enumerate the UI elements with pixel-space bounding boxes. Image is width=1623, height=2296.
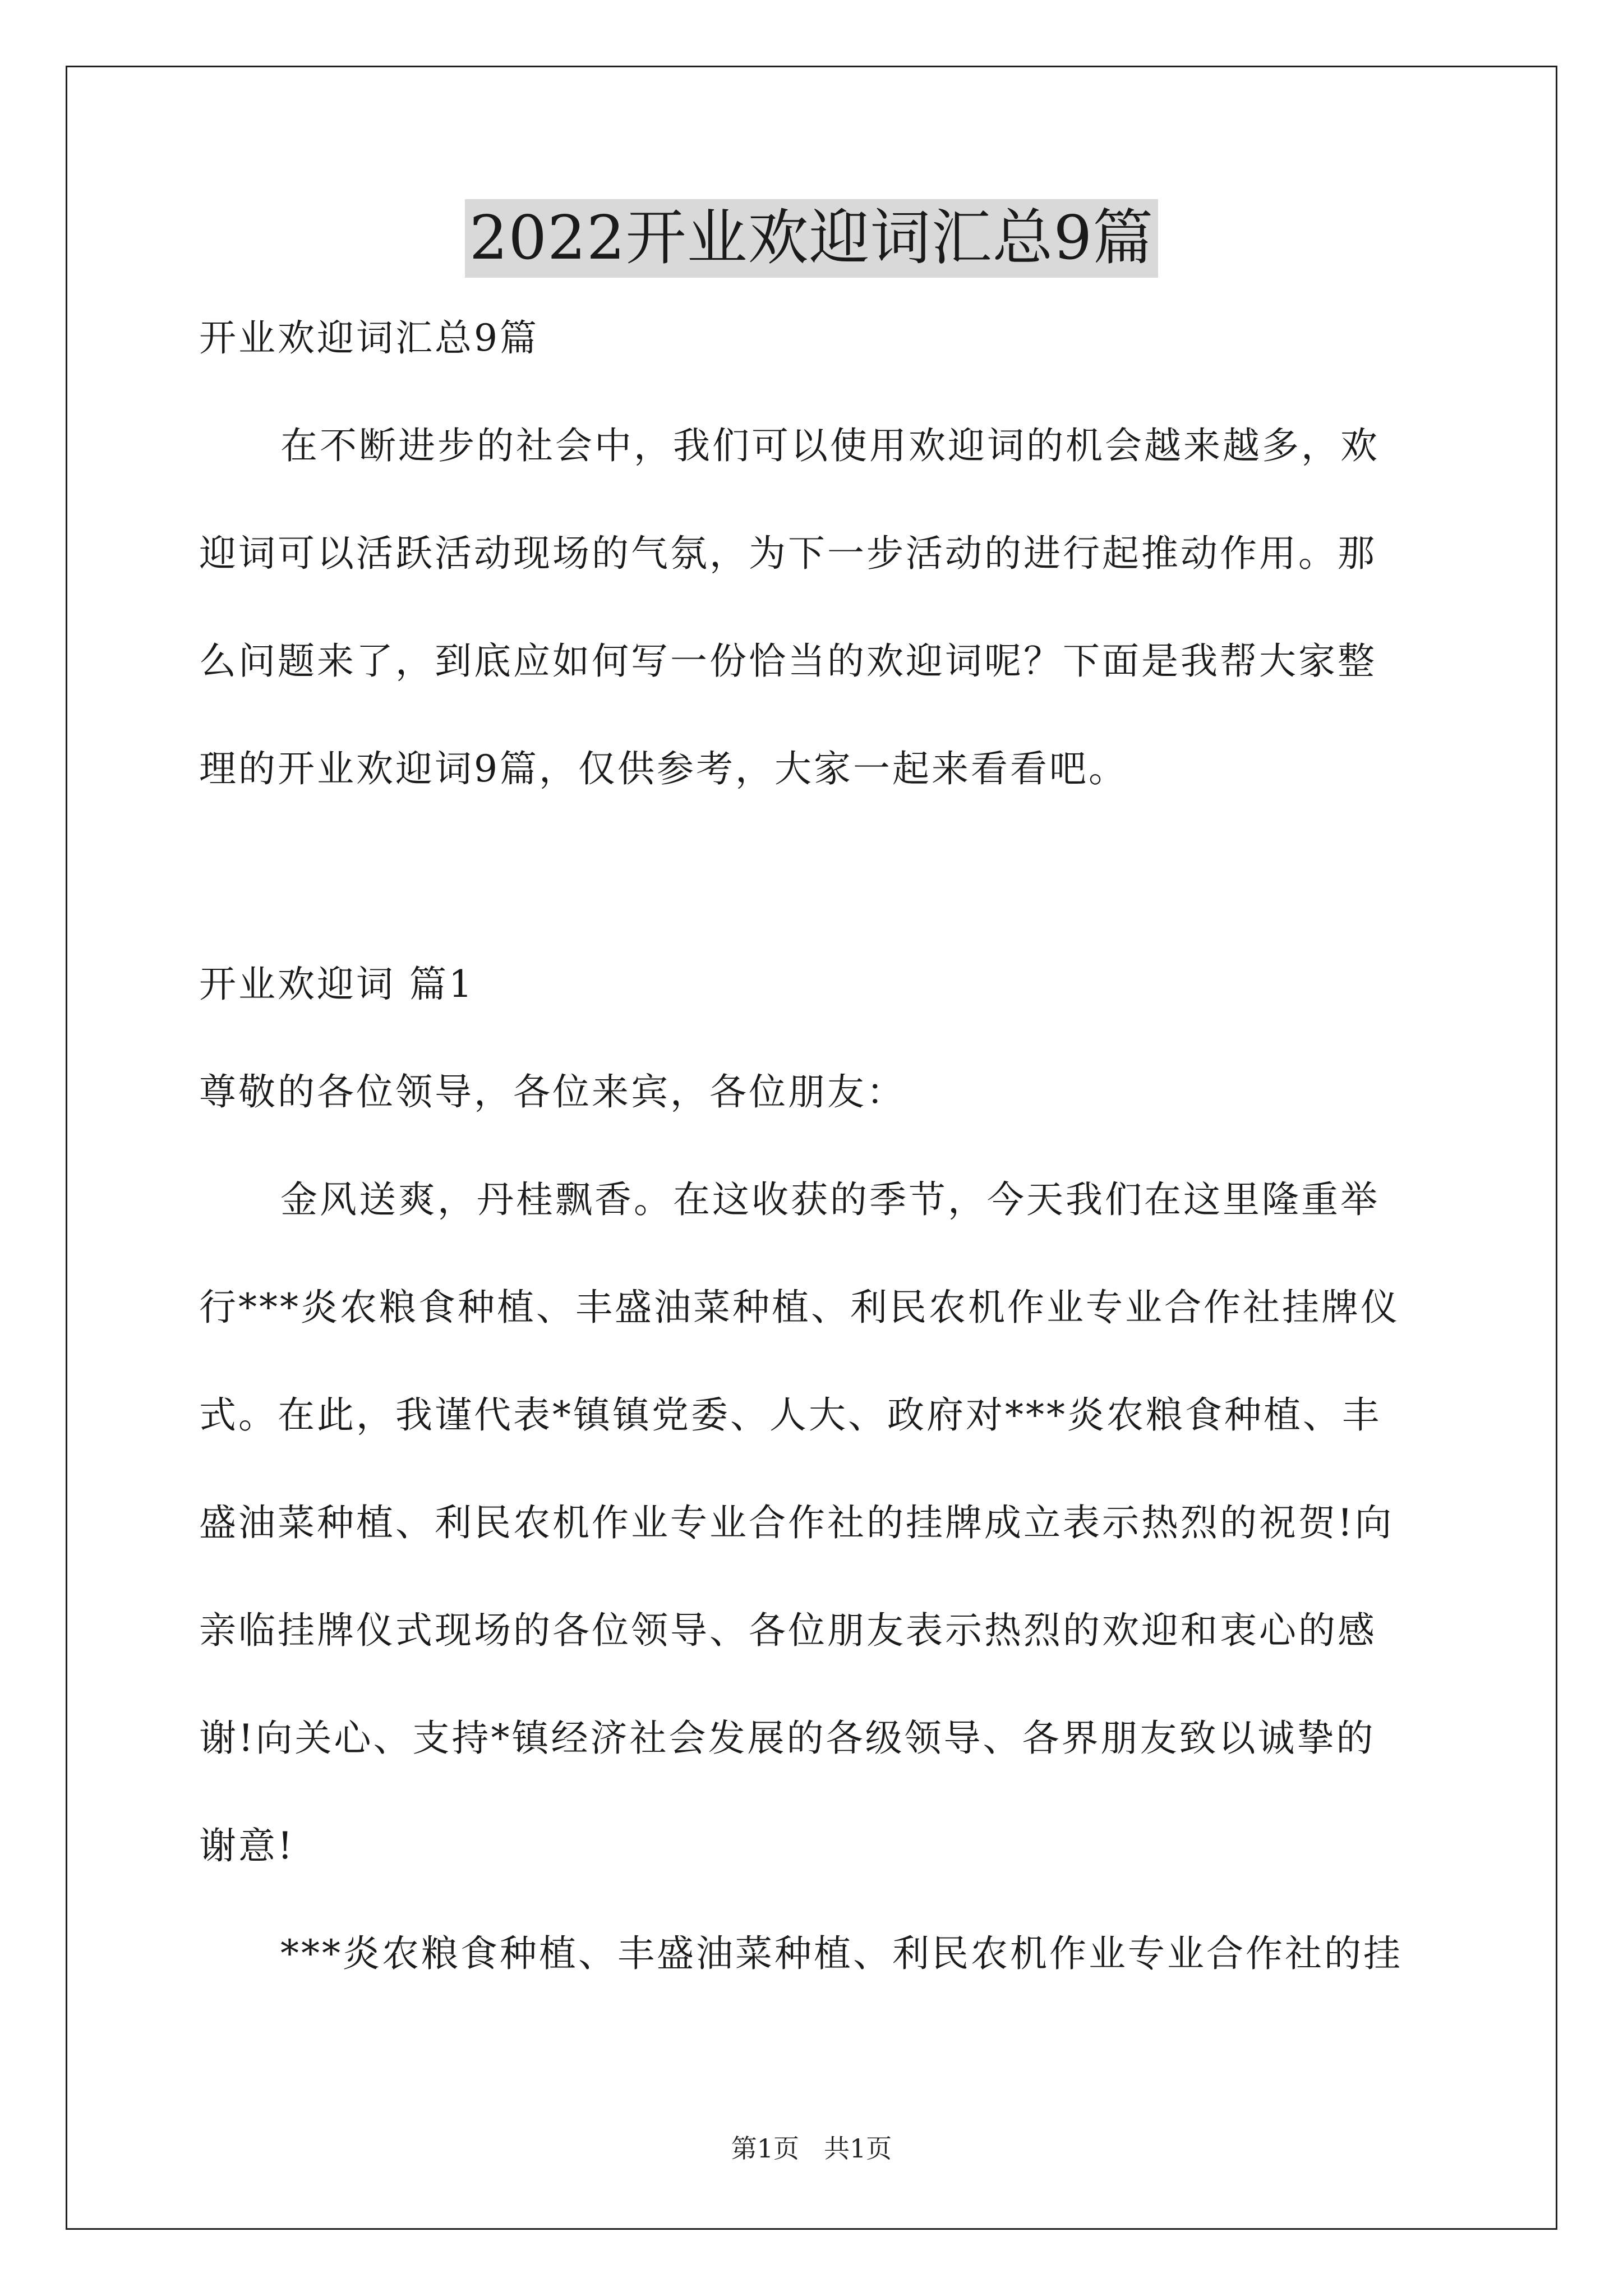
- page-total: 共1页: [824, 2133, 892, 2164]
- body-line-6: 谢!向关心、支持*镇经济社会发展的各级领导、各界朋友致以诚挚的: [199, 1717, 1376, 1760]
- body-line-1: 金风送爽，丹桂飘香。在这收获的季节，今天我们在这里隆重举: [280, 1178, 1380, 1221]
- intro-line-4: 理的开业欢迎词9篇，仅供参考，大家一起来看看吧。: [199, 747, 1128, 790]
- salutation-line: 尊敬的各位领导，各位来宾，各位朋友：: [199, 1070, 906, 1114]
- document-body: [199, 307, 1427, 2031]
- paragraph-gap: [199, 846, 1427, 954]
- document-title: 2022开业欢迎词汇总9篇: [465, 199, 1159, 278]
- page-number: 第1页: [731, 2133, 799, 2164]
- section-heading: 开业欢迎词 篇1: [199, 963, 474, 1006]
- body-line-4: 盛油菜种植、利民农机作业专业合作社的挂牌成立表示热烈的祝贺!向: [199, 1501, 1394, 1544]
- body-line-2: 行***炎农粮食种植、丰盛油菜种植、利民农机作业专业合作社挂牌仪: [199, 1286, 1400, 1329]
- page-footer: [0, 2132, 1623, 2165]
- subtitle-line: 开业欢迎词汇总9篇: [199, 316, 539, 360]
- title-container: [0, 199, 1623, 278]
- body-line-3: 式。在此，我谨代表*镇镇党委、人大、政府对***炎农粮食种植、丰: [199, 1393, 1381, 1437]
- intro-line-2: 迎词可以活跃活动现场的气氛，为下一步活动的进行起推动作用。那: [199, 532, 1377, 575]
- body-line-7: 谢意!: [199, 1824, 295, 1867]
- body-line-8: ***炎农粮食种植、丰盛油菜种植、利民农机作业专业合作社的挂: [280, 1932, 1403, 1975]
- intro-line-1: 在不断进步的社会中，我们可以使用欢迎词的机会越来越多，欢: [280, 424, 1380, 467]
- body-line-5: 亲临挂牌仪式现场的各位领导、各位朋友表示热烈的欢迎和衷心的感: [199, 1609, 1377, 1652]
- intro-line-3: 么问题来了，到底应如何写一份恰当的欢迎词呢？下面是我帮大家整: [199, 639, 1377, 683]
